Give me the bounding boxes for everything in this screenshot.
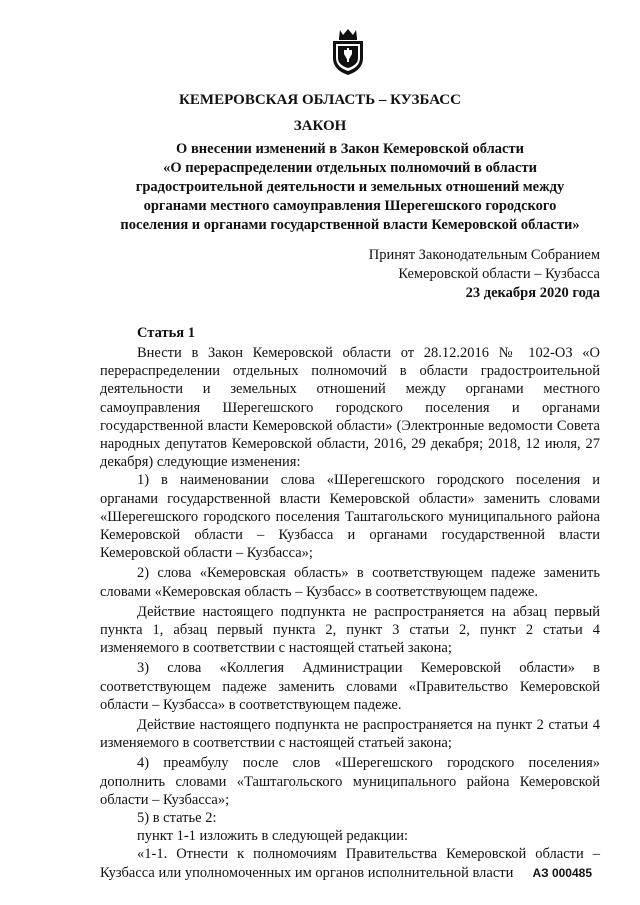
adoption-block [300, 246, 600, 303]
law-title-line: органами местного самоуправления Шерегешского городского [143, 198, 557, 214]
region-heading: КЕМЕРОВСКАЯ ОБЛАСТЬ – КУЗБАСС [179, 92, 461, 108]
coat-of-arms-icon [330, 28, 366, 76]
law-title-line: градостроительной деятельности и земельных отношений между [135, 179, 565, 195]
article-title: Статья 1 [137, 325, 195, 341]
article-paragraph: Внести в Закон Кемеровской области от 28.12.2016 № 102-ОЗ «О перераспределении отдельных полномочий в области градостроительной деятельности и земельных отношений между органами местного самоуправления Шерегешского городского поселения и органами государственной власти Кемеровской области» (Электронные ведомости Совета народных депутатов Кемеровской области, 2016, 29 декабря; 2018, 12 июля, 27 декабря) следующие изменения: [100, 345, 600, 471]
law-title-line: поселения и органами государственной власти Кемеровской области» [120, 217, 580, 233]
article-paragraph: 4) преамбулу после слов «Шерегешского городского поселения» дополнить словами «Таштагольского муниципального района Кемеровской области – Кузбасса»; [100, 755, 600, 808]
adoption-line: Принят Законодательным Собранием [368, 247, 600, 263]
article-paragraph: Действие настоящего подпункта не распространяется на абзац первый пункта 1, абзац первый пункта 2, пункт 3 статьи 2, пункт 2 статьи 4 изменяемого в соответствии с настоящей статьей закона; [100, 603, 600, 657]
law-title-line: О внесении изменений в Закон Кемеровской области [176, 141, 524, 157]
adoption-line: Кемеровской области – Кузбасса [398, 266, 600, 282]
article-paragraph: пункт 1-1 изложить в следующей редакции: [137, 828, 408, 845]
article-paragraph: 1) в наименовании слова «Шерегешского городского поселения и органами государственной власти Кемеровской области» заменить словами «Шерегешского городского поселения Таштагольского муниципального района Кемеровской области – Кузбасса и органами государственной власти Кемеровской области – Кузбасса»; [100, 472, 600, 562]
article-paragraph: Действие настоящего подпункта не распространяется на пункт 2 статьи 4 изменяемого в соответствии с настоящей статьей закона; [100, 717, 600, 752]
article-paragraph: 5) в статье 2: [137, 810, 217, 827]
document-stamp-number: АЗ 000485 [532, 866, 592, 880]
law-title [100, 140, 600, 235]
article-paragraph: 2) слова «Кемеровская область» в соответствующем падеже заменить словами «Кемеровская область – Кузбасс» в соответствующем падеже. [100, 565, 600, 600]
adoption-date: 23 декабря 2020 года [465, 285, 600, 301]
document-kind: ЗАКОН [293, 118, 347, 134]
article-body [100, 344, 600, 882]
law-title-line: «О перераспределении отдельных полномочий в области [163, 160, 537, 176]
article-paragraph: «1-1. Отнести к полномочиям Правительства Кемеровской области – Кузбасса или уполномоченных им органов исполнительной власти [100, 846, 600, 881]
article-paragraph: 3) слова «Коллегия Администрации Кемеровской области» в соответствующем падеже заменить словами «Правительство Кемеровской области – Кузбасса» в соответствующем падеже. [100, 660, 600, 713]
